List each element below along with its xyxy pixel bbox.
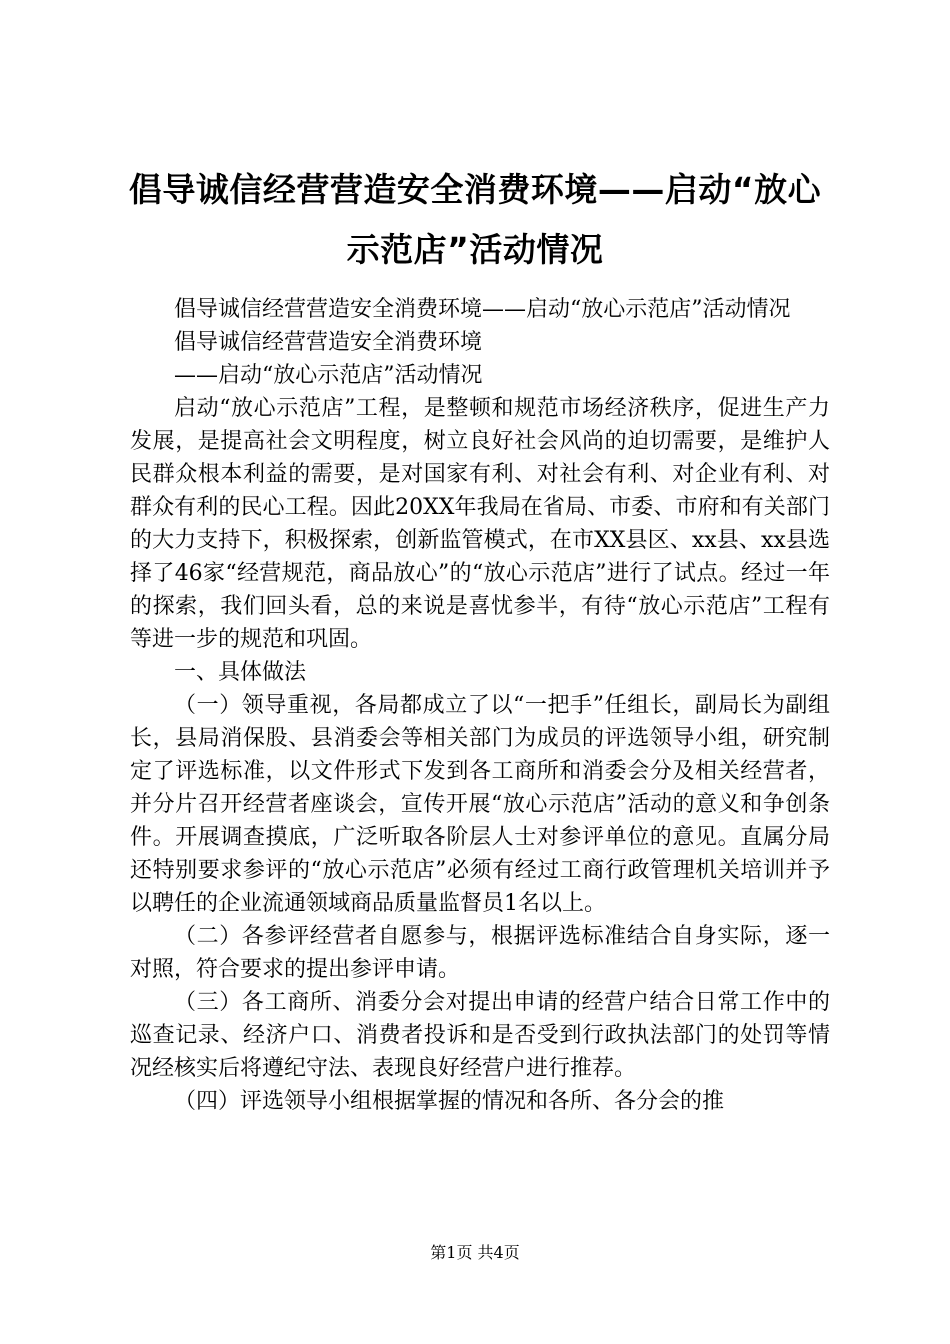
paragraph-sub-heading: ——启动“放心示范店”活动情况 [174,363,483,388]
document-title: 倡导诚信经营营造安全消费环境——启动“放心示范店”活动情况 [128,170,822,269]
document-body [130,293,830,1118]
paragraph-item-4: （四）评选领导小组根据掌握的情况和各所、各分会的推 [174,1089,725,1114]
paragraph-title-repeat: 倡导诚信经营营造安全消费环境——启动“放心示范店”活动情况 [174,297,791,322]
page-number-footer: 第1页 共4页 [430,1243,520,1262]
paragraph-item-2: （二）各参评经营者自愿参与，根据评选标准结合自身实际，逐一对照，符合要求的提出参评申请。 [130,924,830,982]
paragraph-main-heading: 倡导诚信经营营造安全消费环境 [174,330,483,355]
paragraph-intro: 启动“放心示范店”工程，是整顿和规范市场经济秩序，促进生产力发展，是提高社会文明程度，树立良好社会风尚的迫切需要，是维护人民群众根本利益的需要，是对国家有利、对社会有利、对企业有利、对群众有利的民心工程。因此20XX年我局在省局、市委、市府和有关部门的大力支持下，积极探索，创新监管模式，在市XX县区、xx县、xx县选择了46家“经营规范，商品放心”的“放心示范店”进行了试点。经过一年的探索，我们回头看，总的来说是喜忧参半，有待“放心示范店”工程有等进一步的规范和巩固。 [130,396,830,652]
paragraph-item-3: （三）各工商所、消委分会对提出申请的经营户结合日常工作中的巡查记录、经济户口、消费者投诉和是否受到行政执法部门的处罚等情况经核实后将遵纪守法、表现良好经营户进行推荐。 [130,990,830,1081]
paragraph-item-1: （一）领导重视，各局都成立了以“一把手”任组长，副局长为副组长，县局消保股、县消委会等相关部门为成员的评选领导小组，研究制定了评选标准，以文件形式下发到各工商所和消委会分及相关经营者，并分片召开经营者座谈会，宣传开展“放心示范店”活动的意义和争创条件。开展调查摸底，广泛听取各阶层人士对参评单位的意见。直属分局还特别要求参评的“放心示范店”必须有经过工商行政管理机关培训并予以聘任的企业流通领域商品质量监督员1名以上。 [130,693,830,916]
section-heading: 一、具体做法 [174,660,307,685]
